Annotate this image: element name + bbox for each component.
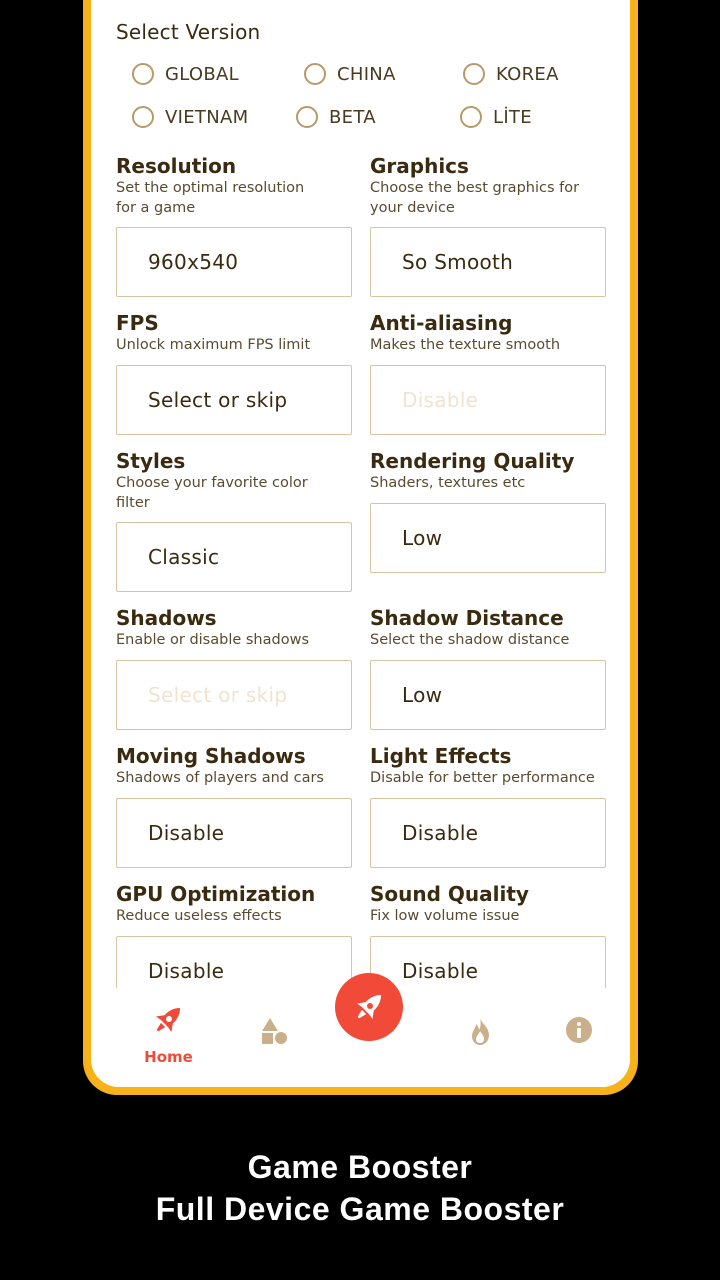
radio-circle [132, 106, 154, 128]
setting-desc: Unlock maximum FPS limit [116, 337, 311, 353]
setting-title: Moving Shadows [116, 744, 306, 768]
anti-aliasing-select[interactable] [370, 365, 606, 435]
select-value: Low [402, 683, 443, 707]
radio-korea[interactable] [463, 63, 559, 85]
setting-title: Anti-aliasing [370, 311, 513, 335]
setting-title: Shadows [116, 606, 217, 630]
nav-home[interactable] [131, 1000, 206, 1066]
select-value: 960x540 [148, 250, 239, 274]
setting-desc: Choose the best graphics for [370, 180, 580, 196]
app-screen [91, 0, 630, 1087]
caption-subtitle: Full Device Game Booster [155, 1191, 565, 1227]
shadow-distance-select[interactable] [370, 660, 606, 730]
radio-label: GLOBAL [165, 63, 239, 85]
moving-shadows-select[interactable] [116, 798, 352, 868]
select-version-title: Select Version [116, 20, 261, 44]
select-placeholder: Disable [402, 388, 479, 412]
nav-boost[interactable] [466, 1016, 496, 1046]
shadows-header [116, 606, 352, 650]
shadow-distance-header [370, 606, 606, 650]
setting-title: FPS [116, 311, 159, 335]
graphics-select[interactable] [370, 227, 606, 297]
setting-desc: Makes the texture smooth [370, 337, 561, 353]
select-value: Select or skip [148, 388, 288, 412]
light-effects-header [370, 744, 606, 788]
radio-vietnam[interactable] [132, 106, 248, 128]
moving-shadows-header [116, 744, 352, 788]
gpu-optimization-select[interactable] [116, 936, 352, 988]
anti-aliasing-header [370, 311, 606, 355]
select-value: Disable [148, 959, 225, 983]
radio-china[interactable] [304, 63, 396, 85]
styles-select[interactable] [116, 522, 352, 592]
setting-title: GPU Optimization [116, 882, 316, 906]
setting-desc: Select the shadow distance [370, 632, 570, 648]
radio-circle [132, 63, 154, 85]
rendering-quality-select[interactable] [370, 503, 606, 573]
select-value: So Smooth [402, 250, 514, 274]
select-value: Disable [148, 821, 225, 845]
settings-content [91, 0, 630, 988]
select-value: Disable [402, 959, 479, 983]
setting-title: Resolution [116, 154, 237, 178]
boost-fab-button[interactable] [335, 973, 403, 1041]
rocket-icon [349, 987, 389, 1027]
setting-desc: Enable or disable shadows [116, 632, 309, 648]
setting-title: Sound Quality [370, 882, 529, 906]
setting-desc: your device [370, 200, 455, 216]
fire-icon [466, 1016, 496, 1046]
select-value: Disable [402, 821, 479, 845]
setting-desc: Shadows of players and cars [116, 770, 324, 786]
shadows-select[interactable] [116, 660, 352, 730]
resolution-header [116, 154, 352, 218]
setting-desc: Reduce useless effects [116, 908, 282, 924]
select-value: Low [402, 526, 443, 550]
sound-quality-select[interactable] [370, 936, 606, 988]
setting-desc: Set the optimal resolution [116, 180, 305, 196]
radio-beta[interactable] [296, 106, 376, 128]
setting-desc: Choose your favorite color [116, 475, 308, 491]
setting-title: Styles [116, 449, 186, 473]
select-placeholder: Select or skip [148, 683, 288, 707]
rocket-icon [148, 1000, 188, 1040]
setting-title: Graphics [370, 154, 469, 178]
radio-circle [460, 106, 482, 128]
nav-home-label: Home [144, 1048, 193, 1066]
radio-label: KOREA [496, 63, 559, 85]
radio-global[interactable] [132, 63, 239, 85]
graphics-header [370, 154, 606, 218]
radio-label: VIETNAM [165, 106, 249, 128]
setting-title: Shadow Distance [370, 606, 564, 630]
setting-desc: Shaders, textures etc [370, 475, 526, 491]
gpu-optimization-header [116, 882, 352, 926]
setting-desc: Fix low volume issue [370, 908, 520, 924]
setting-title: Light Effects [370, 744, 512, 768]
nav-info[interactable] [565, 1016, 593, 1044]
info-icon [565, 1016, 593, 1044]
setting-desc: for a game [116, 200, 196, 216]
sound-quality-header [370, 882, 606, 926]
radio-label: LİTE [493, 106, 532, 128]
radio-circle [296, 106, 318, 128]
fps-select[interactable] [116, 365, 352, 435]
select-value: Classic [148, 545, 220, 569]
setting-desc: filter [116, 495, 150, 511]
radio-circle [304, 63, 326, 85]
nav-tools[interactable] [259, 1016, 289, 1046]
shapes-icon [259, 1016, 289, 1046]
radio-label: CHINA [337, 63, 396, 85]
setting-desc: Disable for better performance [370, 770, 595, 786]
radio-label: BETA [329, 106, 376, 128]
phone-frame [83, 0, 638, 1095]
radio-lite[interactable] [460, 106, 532, 128]
light-effects-select[interactable] [370, 798, 606, 868]
radio-circle [463, 63, 485, 85]
caption-title: Game Booster [247, 1149, 473, 1185]
rendering-quality-header [370, 449, 606, 493]
resolution-select[interactable] [116, 227, 352, 297]
fps-header [116, 311, 352, 355]
setting-title: Rendering Quality [370, 449, 575, 473]
styles-header [116, 449, 352, 513]
